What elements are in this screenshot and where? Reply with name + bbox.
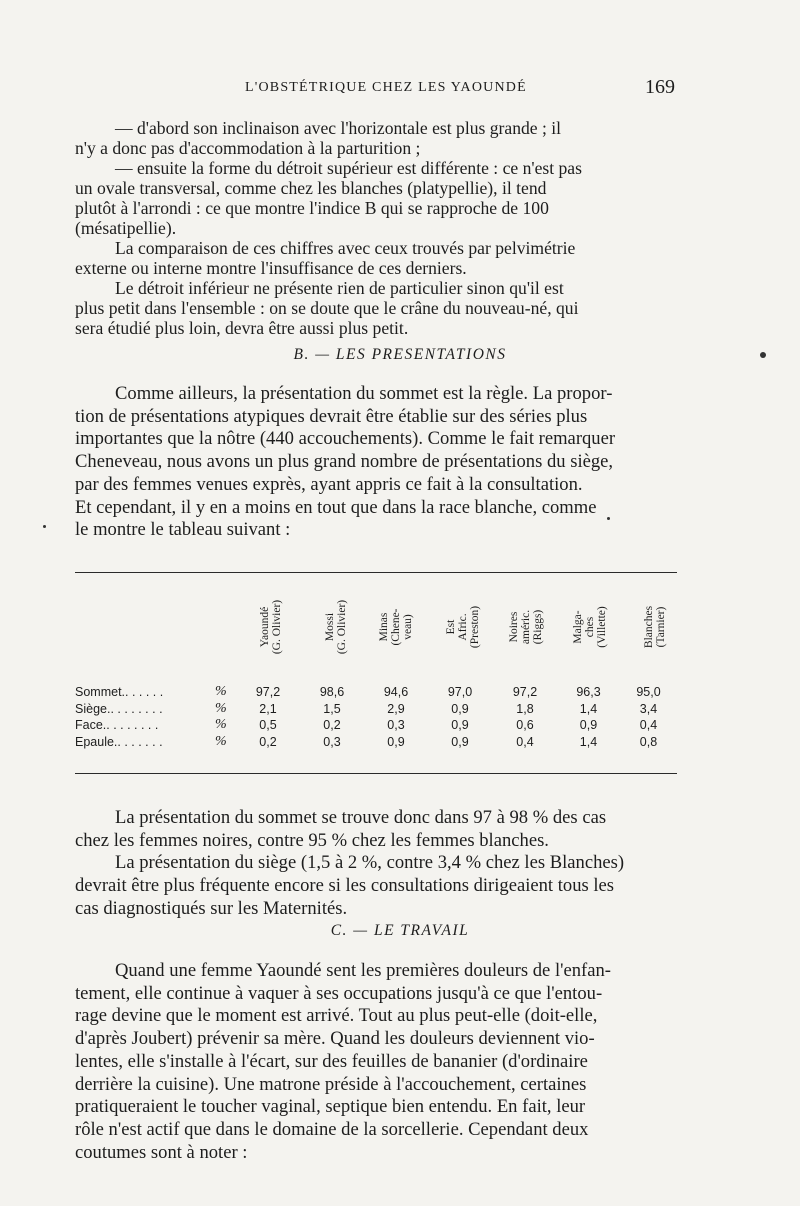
text-line: plus petit dans l'ensemble : on se doute que le crâne du nouveau-né, qui [75, 298, 579, 318]
text-line: lentes, elle s'installe à l'écart, sur des feuilles de bananier (d'ordinaire [75, 1050, 588, 1072]
table-row [75, 701, 677, 718]
table-row [75, 684, 677, 701]
text-line: rage devine que le moment est arrivé. Tout au plus peut-elle (doit-elle, [75, 1005, 598, 1027]
table-cell: 94,6 [383, 685, 409, 700]
scan-speck [760, 352, 766, 358]
text-line: importantes que la nôtre (440 accouchements). Comme le fait remarquer [75, 428, 616, 450]
table-cell: 0,3 [323, 734, 341, 749]
column-header: Mossi (G. Olivier) [324, 599, 348, 655]
text-line: rôle n'est actif que dans le domaine de la sorcellerie. Cependant deux [75, 1118, 589, 1140]
after-table-text [75, 807, 677, 921]
column-header: Est Afric. (Preston) [445, 605, 481, 649]
text-line: (mésatipellie). [75, 218, 177, 238]
table-cell: 0,2 [259, 734, 277, 749]
column-header: Yaoundé (G. Olivier) [259, 599, 283, 655]
intro-text [75, 118, 677, 338]
scan-speck [607, 517, 610, 520]
column-header: Minas (Chene- veau) [378, 608, 414, 646]
table-cell: 0,4 [516, 734, 534, 749]
text-line: cas diagnostiqués sur les Maternités. [75, 897, 348, 919]
table-cell: 97,2 [512, 685, 538, 700]
percent-sign: % [215, 733, 227, 749]
percent-sign: % [215, 684, 227, 700]
travail-text [75, 960, 677, 1164]
text-line: — ensuite la forme du détroit supérieur est différente : ce n'est pas [115, 158, 582, 178]
table-bottom-rule [75, 773, 677, 774]
text-line: externe ou interne montre l'insuffisance de ces derniers. [75, 258, 467, 278]
table-top-rule [75, 572, 677, 573]
percent-sign: % [215, 717, 227, 733]
text-line: plutôt à l'arrondi : ce que montre l'indice B qui se rapproche de 100 [75, 198, 549, 218]
text-line: par des femmes venues exprès, ayant appris ce fait à la consultation. [75, 473, 583, 495]
column-header: Blanches (Tarnier) [643, 605, 667, 649]
table-cell: 0,5 [259, 718, 277, 733]
table-cell: 98,6 [319, 685, 345, 700]
text-line: d'après Joubert) prévenir sa mère. Quand les douleurs deviennent vio- [75, 1028, 595, 1050]
row-label: Epaule.. . . . . . . [75, 734, 163, 749]
table-cell: 0,9 [451, 734, 469, 749]
table-cell: 0,4 [639, 718, 658, 733]
column-header: Noires améric. (Riggs) [508, 609, 544, 645]
column-header: Malga- ches (Villette) [572, 606, 608, 648]
text-line: La présentation du siège (1,5 à 2 %, contre 3,4 % chez les Blanches) [115, 852, 625, 874]
table-cell: 97,2 [255, 685, 281, 700]
row-label: Siège.. . . . . . . . [75, 701, 163, 716]
text-line: tion de présentations atypiques devrait être établie sur des séries plus [75, 405, 588, 427]
table-row [75, 734, 677, 751]
table-cell: 1,4 [579, 734, 598, 749]
text-line: Cheneveau, nous avons un plus grand nombre de présentations du siège, [75, 451, 614, 473]
text-line: Et cependant, il y en a moins en tout que dans la race blanche, comme [75, 496, 597, 518]
table-row [75, 717, 677, 734]
table-cell: 0,9 [387, 734, 405, 749]
table-cell: 2,1 [259, 701, 277, 716]
table-cell: 96,3 [576, 685, 601, 700]
table-cell: 0,3 [387, 718, 405, 733]
table-cell: 0,9 [451, 718, 469, 733]
table-cell: 0,9 [579, 718, 598, 733]
percent-sign: % [215, 700, 227, 716]
text-line: La comparaison de ces chiffres avec ceux trouvés par pelvimétrie [115, 238, 576, 258]
text-line: le montre le tableau suivant : [75, 519, 291, 541]
text-line: pratiqueraient le toucher vaginal, septique bien entendu. En fait, leur [75, 1096, 586, 1118]
text-line: tement, elle continue à vaquer à ses occupations jusqu'à ce que l'entou- [75, 982, 603, 1004]
presentations-table [75, 684, 677, 750]
table-cell: 0,2 [323, 718, 341, 733]
table-cell: 0,9 [451, 701, 469, 716]
table-cell: 2,9 [387, 701, 405, 716]
text-line: n'y a donc pas d'accommodation à la parturition ; [75, 138, 421, 158]
table-cell: 0,6 [516, 718, 534, 733]
table-cell: 1,5 [323, 701, 341, 716]
text-line: un ovale transversal, comme chez les blanches (platypellie), il tend [75, 178, 547, 198]
text-line: chez les femmes noires, contre 95 % chez les femmes blanches. [75, 829, 549, 851]
table-cell: 1,4 [579, 701, 598, 716]
scan-speck [43, 525, 46, 528]
text-line: — d'abord son inclinaison avec l'horizontale est plus grande ; il [115, 118, 562, 138]
presentations-text [75, 383, 677, 542]
table-cell: 95,0 [636, 685, 661, 700]
text-line: derrière la cuisine). Une matrone préside à l'accouchement, certaines [75, 1073, 587, 1095]
table-cell: 3,4 [639, 701, 658, 716]
text-line: Quand une femme Yaoundé sent les premières douleurs de l'enfan- [115, 960, 611, 981]
text-line: Le détroit inférieur ne présente rien de particulier sinon qu'il est [115, 278, 564, 298]
running-head [0, 78, 800, 102]
section-heading-travail: C. — LE TRAVAIL [330, 922, 470, 939]
text-line: devrait être plus fréquente encore si les consultations dirigeaient tous les [75, 875, 615, 897]
row-label: Face.. . . . . . . . [75, 718, 159, 733]
table-cell: 0,8 [639, 734, 658, 749]
text-line: La présentation du sommet se trouve donc dans 97 à 98 % des cas [115, 807, 607, 828]
text-line: Comme ailleurs, la présentation du sommet est la règle. La propor- [115, 383, 613, 404]
text-line: coutumes sont à noter : [75, 1141, 248, 1163]
text-line: sera étudié plus loin, devra être aussi plus petit. [75, 318, 409, 338]
table-cell: 97,0 [447, 685, 473, 700]
page-number: 169 [645, 76, 675, 98]
section-heading-presentations: B. — LES PRESENTATIONS [293, 346, 507, 363]
table-cell: 1,8 [516, 701, 534, 716]
running-title: L'OBSTÉTRIQUE CHEZ LES YAOUNDÉ [245, 80, 527, 95]
row-label: Sommet.. . . . . . [75, 685, 164, 700]
